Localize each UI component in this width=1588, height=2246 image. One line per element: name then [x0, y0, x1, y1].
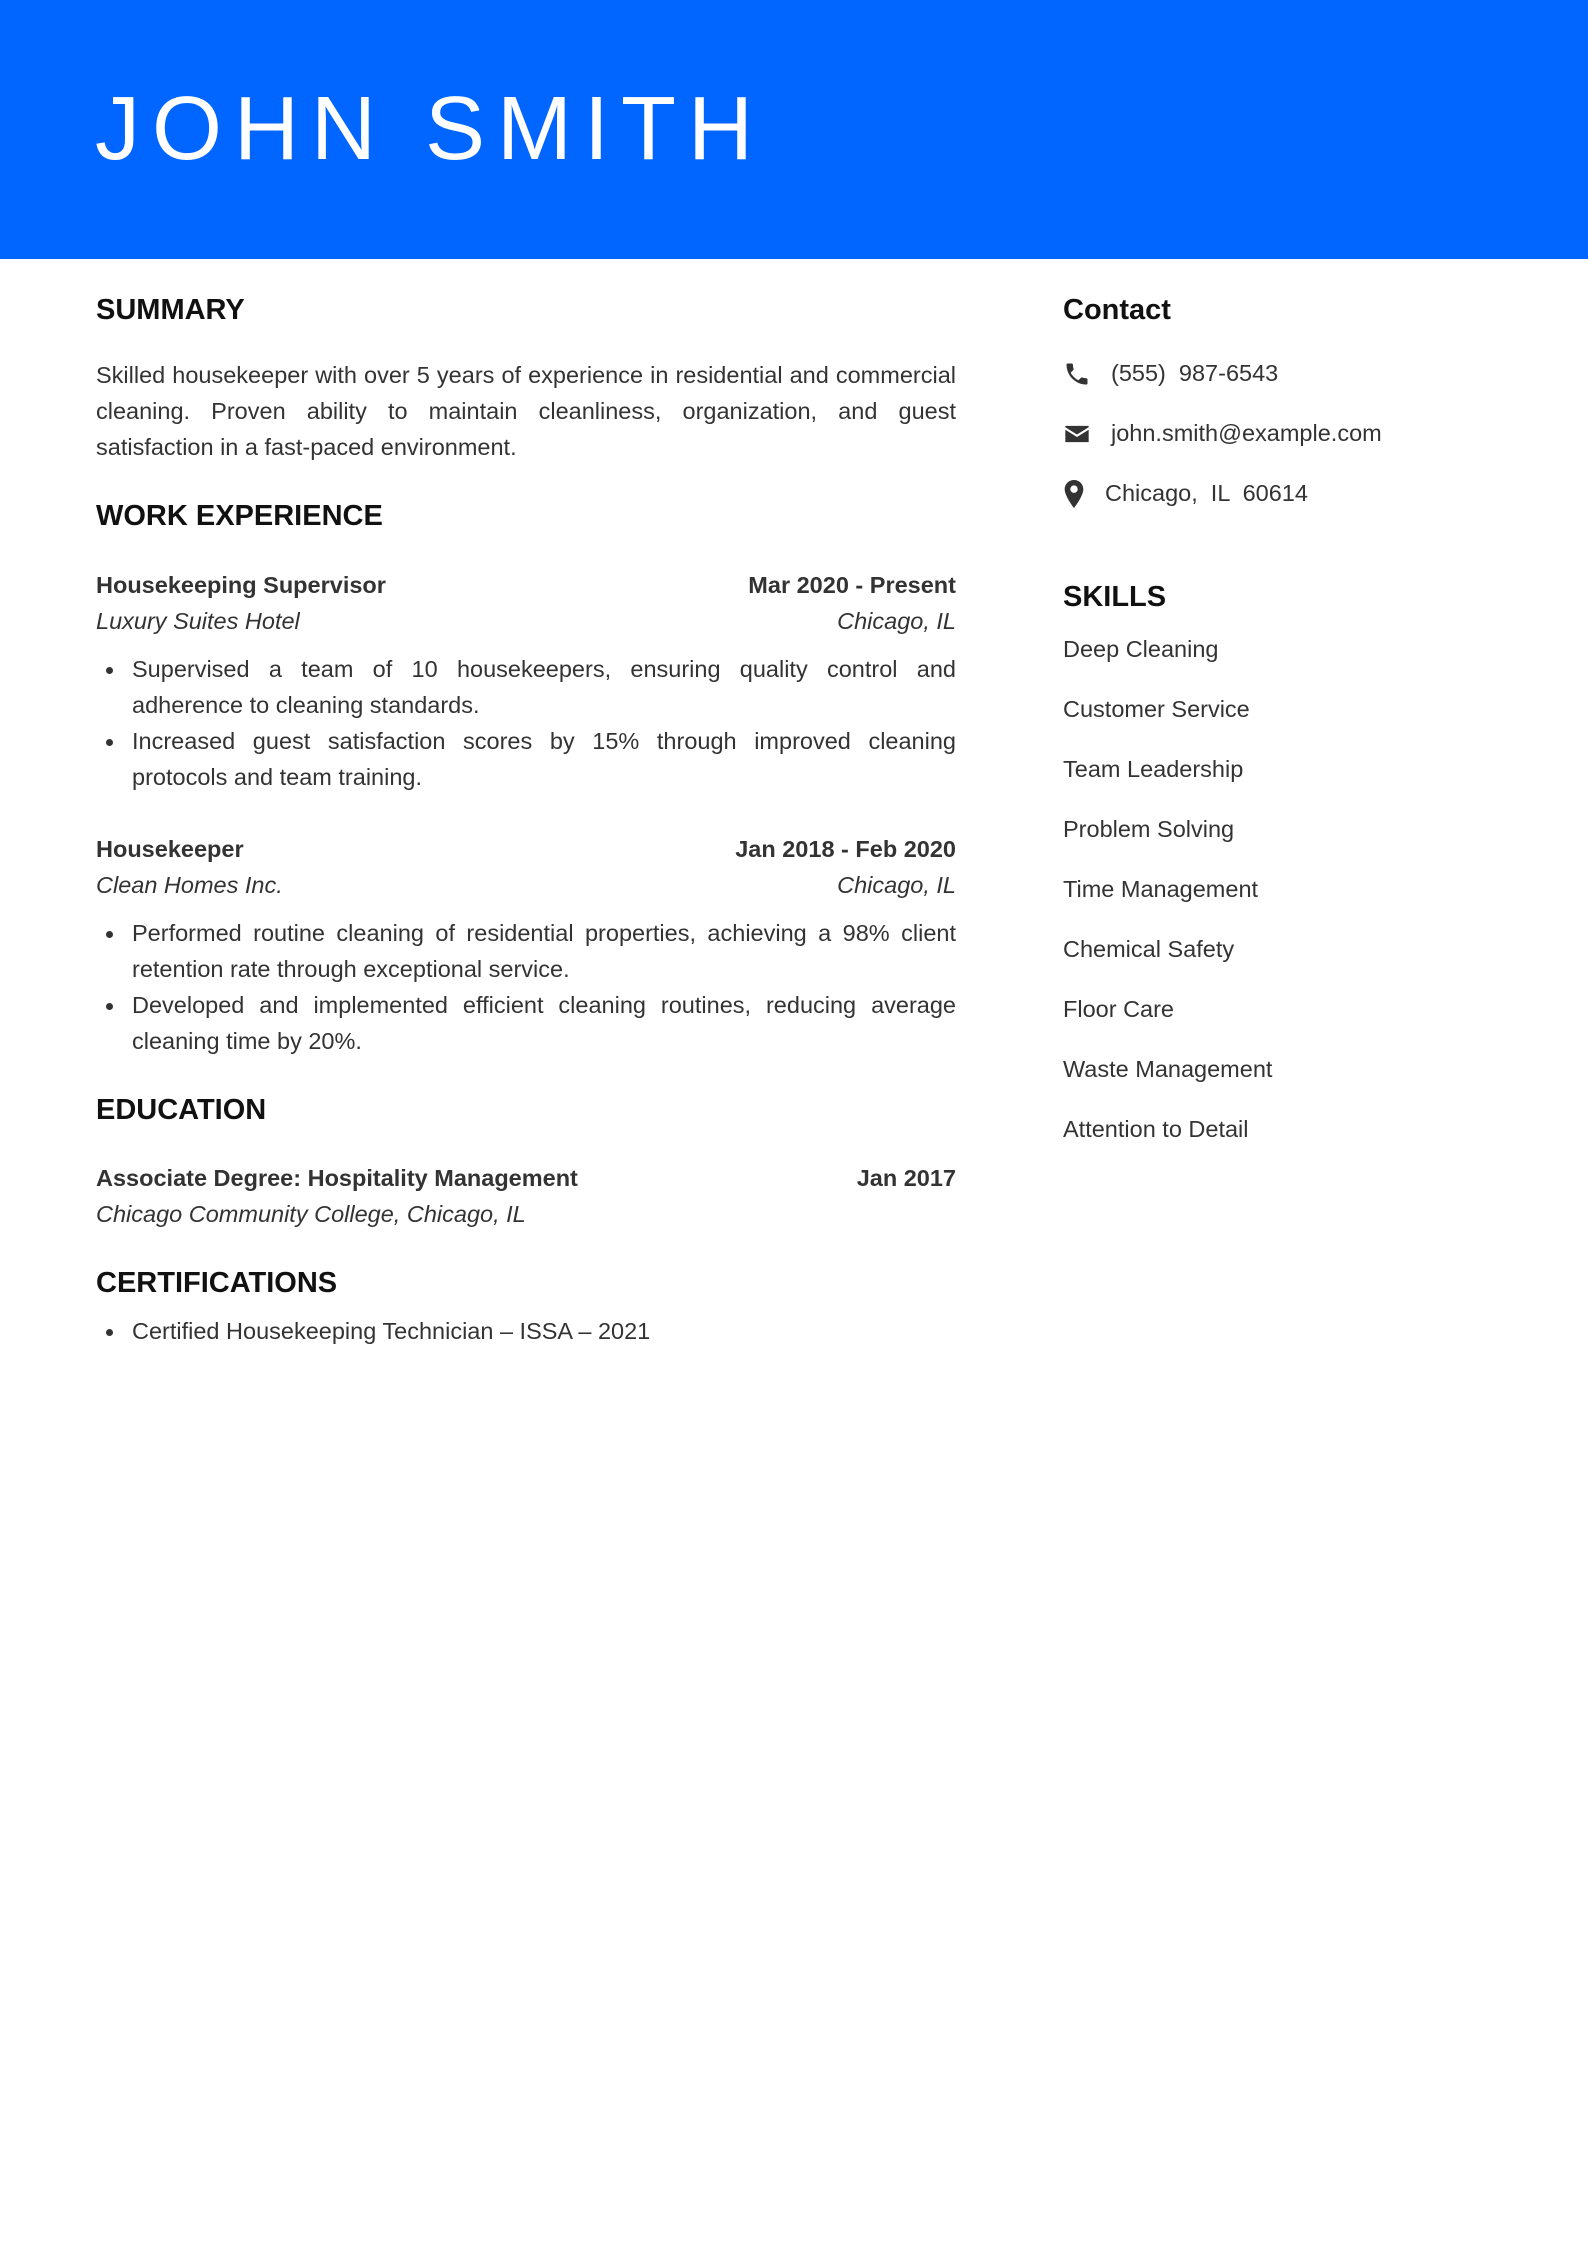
- certifications-section: [96, 1266, 956, 1349]
- certifications-heading: CERTIFICATIONS: [96, 1267, 338, 1300]
- skills-section: [1063, 580, 1483, 1147]
- job-role: Housekeeper: [96, 835, 244, 862]
- job-bullets: [96, 915, 956, 1059]
- contact-heading: Contact: [1063, 294, 1171, 326]
- candidate-name: JOHN SMITH: [95, 79, 765, 179]
- skill-item: Floor Care: [1063, 995, 1175, 1022]
- summary-section: [96, 293, 956, 465]
- job-dates: Mar 2020 - Present: [748, 571, 956, 598]
- education-degree: Associate Degree: Hospitality Management: [96, 1165, 578, 1192]
- job-company: Clean Homes Inc.: [96, 871, 283, 898]
- education-school-row: [96, 1196, 956, 1232]
- job-bullet: Developed and implemented efficient cleaning routines, reducing average cleaning time by 20%.: [96, 987, 956, 1059]
- job-company-row: [96, 867, 956, 903]
- contact-email: [1063, 416, 1483, 452]
- job-entry: [96, 567, 956, 795]
- job-entry: [96, 831, 956, 1059]
- education-school: Chicago Community College, Chicago, IL: [96, 1201, 526, 1228]
- summary-text: Skilled housekeeper with over 5 years of experience in residential and commercial cleaning. Proven ability to maintain cleanliness, organization, and guest satisfaction in a fast-paced environment.: [96, 361, 956, 460]
- contact-phone: [1063, 356, 1483, 392]
- header-banner: [0, 0, 1588, 259]
- location-text: Chicago, IL 60614: [1105, 480, 1308, 507]
- job-bullet: Supervised a team of 10 housekeepers, ensuring quality control and adherence to cleaning standards.: [96, 651, 956, 723]
- education-heading: EDUCATION: [96, 1093, 267, 1126]
- skills-list: [1063, 631, 1483, 1147]
- certifications-list: [96, 1313, 956, 1349]
- job-bullet: Increased guest satisfaction scores by 15% through improved cleaning protocols and team training.: [96, 723, 956, 795]
- email-text: john.smith@example.com: [1111, 420, 1382, 447]
- certification-item: Certified Housekeeping Technician – ISSA – 2021: [96, 1313, 956, 1349]
- phone-text: (555) 987-6543: [1111, 360, 1279, 387]
- skill-item: Problem Solving: [1063, 815, 1235, 842]
- main-column: [96, 293, 956, 1349]
- skill-item: Team Leadership: [1063, 755, 1244, 782]
- education-entry: [96, 1160, 956, 1232]
- contact-list: [1063, 356, 1483, 512]
- job-bullets: [96, 651, 956, 795]
- job-role: Housekeeping Supervisor: [96, 571, 386, 598]
- job-header-row: [96, 567, 956, 603]
- education-date: Jan 2017: [856, 1165, 956, 1192]
- skill-item: Customer Service: [1063, 695, 1250, 722]
- job-location: Chicago, IL: [837, 607, 956, 634]
- phone-icon: [1063, 360, 1091, 388]
- contact-section: [1063, 293, 1483, 512]
- skill-item: Time Management: [1063, 875, 1259, 902]
- job-company: Luxury Suites Hotel: [96, 607, 300, 634]
- skill-item: Deep Cleaning: [1063, 635, 1219, 662]
- summary-heading: SUMMARY: [96, 294, 245, 326]
- skill-item: Waste Management: [1063, 1055, 1273, 1082]
- skills-heading: SKILLS: [1063, 580, 1167, 613]
- map-marker-icon: [1063, 480, 1085, 508]
- skill-item: Attention to Detail: [1063, 1115, 1249, 1142]
- job-header-row: [96, 831, 956, 867]
- skill-item: Chemical Safety: [1063, 935, 1235, 962]
- education-row: [96, 1160, 956, 1196]
- contact-location: [1063, 476, 1483, 512]
- job-dates: Jan 2018 - Feb 2020: [735, 835, 956, 862]
- sidebar-column: [1063, 293, 1483, 1147]
- envelope-icon: [1063, 420, 1091, 448]
- job-bullet: Performed routine cleaning of residential properties, achieving a 98% client retention rate through exceptional service.: [96, 915, 956, 987]
- job-company-row: [96, 603, 956, 639]
- work-experience-heading: WORK EXPERIENCE: [96, 499, 383, 532]
- education-section: [96, 1093, 956, 1233]
- job-location: Chicago, IL: [837, 871, 956, 898]
- work-experience-section: [96, 499, 956, 1059]
